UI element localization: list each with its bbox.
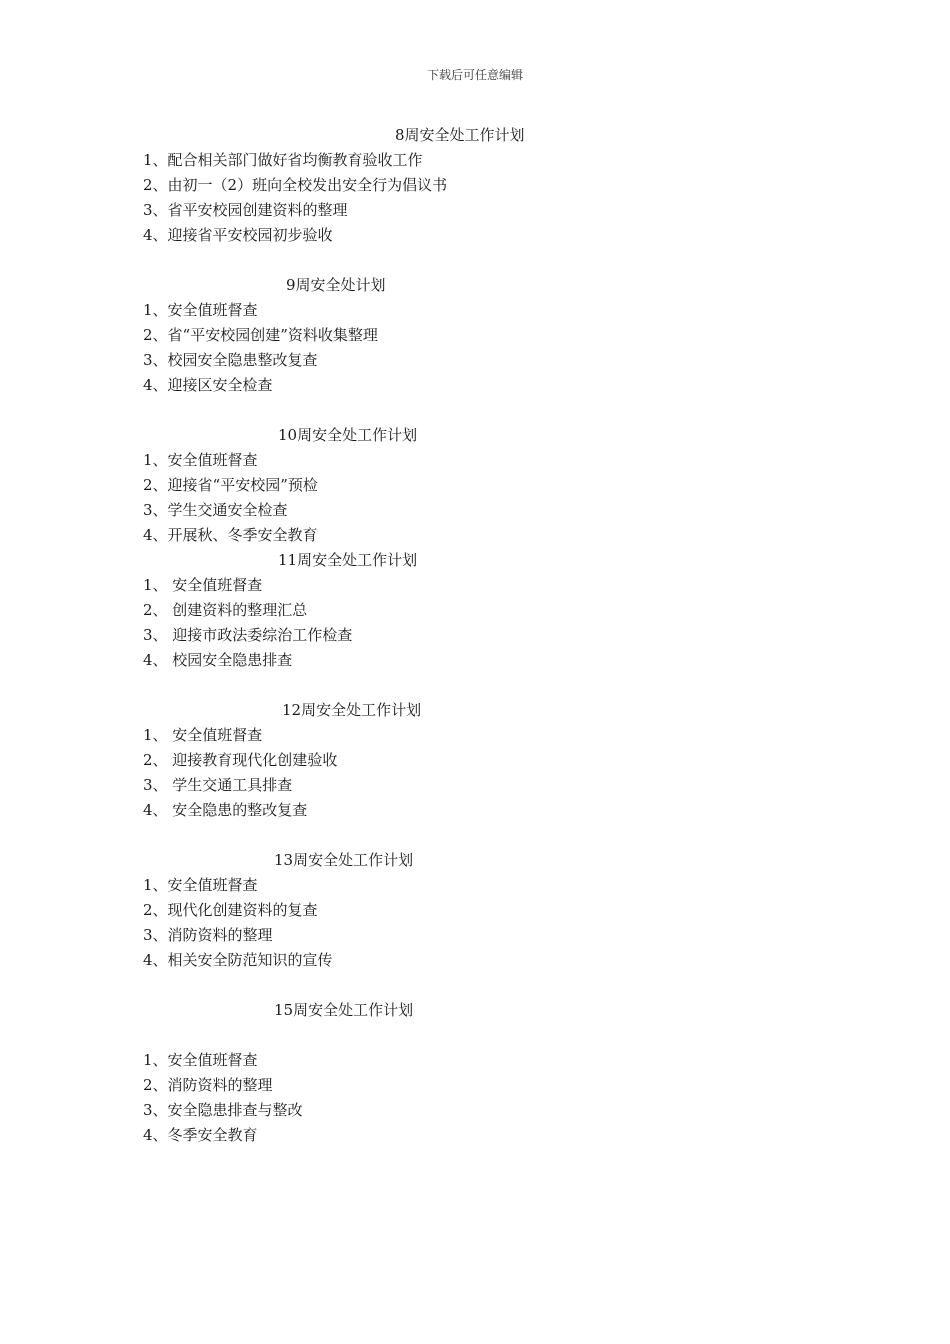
- list-item: 3、 迎接市政法委综治工作检查: [143, 626, 353, 644]
- spacer: [143, 398, 803, 423]
- list-item: 2、迎接省“平安校园”预检: [143, 476, 318, 494]
- list-item: 2、 迎接教育现代化创建验收: [143, 751, 338, 769]
- list-item: 4、冬季安全教育: [143, 1126, 258, 1144]
- list-item: 1、安全值班督查: [143, 1051, 258, 1069]
- section-title-week-11: 11周安全处工作计划: [278, 551, 418, 569]
- list-item: 4、迎接省平安校园初步验收: [143, 226, 333, 244]
- list-item: 1、 安全值班督查: [143, 576, 263, 594]
- list-item: 1、安全值班督查: [143, 301, 258, 319]
- list-item: 2、省“平安校园创建”资料收集整理: [143, 326, 378, 344]
- list-item: 1、安全值班督查: [143, 451, 258, 469]
- list-item: 3、 学生交通工具排查: [143, 776, 293, 794]
- list-item: 1、 安全值班督查: [143, 726, 263, 744]
- list-item: 3、学生交通安全检查: [143, 501, 288, 519]
- spacer: [143, 973, 803, 998]
- list-item: 4、开展秋、冬季安全教育: [143, 526, 318, 544]
- list-item: 1、配合相关部门做好省均衡教育验收工作: [143, 151, 423, 169]
- spacer: [143, 823, 803, 848]
- list-item: 4、迎接区安全检查: [143, 376, 273, 394]
- header-note: 下载后可任意编辑: [426, 68, 523, 82]
- section-title-week-15: 15周安全处工作计划: [274, 1001, 414, 1019]
- list-item: 2、由初一（2）班向全校发出安全行为倡议书: [143, 176, 448, 194]
- list-item: 3、省平安校园创建资料的整理: [143, 201, 348, 219]
- spacer: [143, 248, 803, 273]
- list-item: 2、消防资料的整理: [143, 1076, 273, 1094]
- spacer: [143, 673, 803, 698]
- list-item: 1、安全值班督查: [143, 876, 258, 894]
- section-title-week-13: 13周安全处工作计划: [274, 851, 414, 869]
- section-title-week-9: 9周安全处计划: [286, 276, 386, 294]
- list-item: 4、相关安全防范知识的宣传: [143, 951, 333, 969]
- document-body: [143, 123, 803, 1148]
- list-item: 3、安全隐患排查与整改: [143, 1101, 303, 1119]
- section-title-week-12: 12周安全处工作计划: [282, 701, 422, 719]
- list-item: 3、校园安全隐患整改复查: [143, 351, 318, 369]
- list-item: 2、现代化创建资料的复查: [143, 901, 318, 919]
- list-item: 4、 校园安全隐患排查: [143, 651, 293, 669]
- spacer: [143, 1023, 803, 1048]
- section-title-week-8: 8周安全处工作计划: [395, 126, 525, 144]
- section-title-week-10: 10周安全处工作计划: [278, 426, 418, 444]
- list-item: 4、 安全隐患的整改复查: [143, 801, 308, 819]
- list-item: 2、 创建资料的整理汇总: [143, 601, 308, 619]
- list-item: 3、消防资料的整理: [143, 926, 273, 944]
